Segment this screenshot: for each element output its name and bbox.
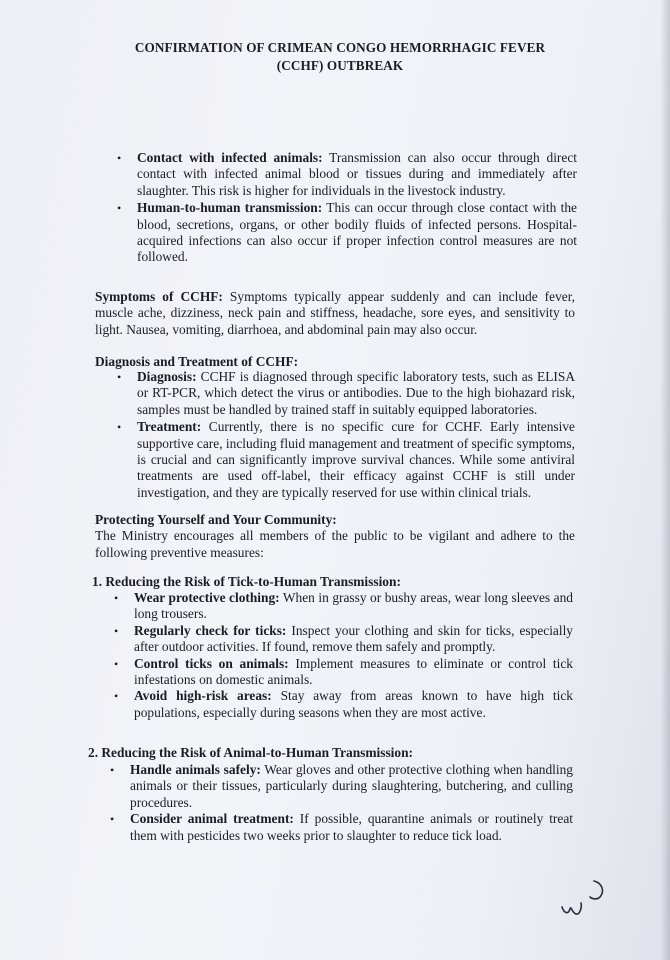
list-item — [117, 369, 575, 418]
animal-heading: 2. Reducing the Risk of Animal-to-Human Transmission: — [88, 745, 414, 760]
title-line-2: (CCHF) OUTBREAK — [276, 58, 404, 73]
bullet: • — [114, 591, 119, 605]
list-item — [114, 622, 573, 656]
item-label: Contact with infected animals: — [137, 150, 323, 165]
item-text: This can occur through close contact with the blood, secretions, organs, or other bodily fluids of infected persons. Hospital-acquired infections can also occur if proper infection control measures are not followed. — [137, 200, 577, 265]
list-item — [117, 200, 577, 266]
list-item — [117, 150, 577, 199]
handwritten-initials-icon — [556, 873, 616, 923]
bullet: • — [117, 420, 122, 435]
protecting-heading: Protecting Yourself and Your Community: — [95, 512, 337, 527]
item-text: Transmission can also occur through direct contact with infected animal blood or tissues during and immediately after slaughter. This risk is higher for individuals in the livestock industry. — [137, 150, 577, 198]
item-text: CCHF is diagnosed through specific laboratory tests, such as ELISA or RT-PCR, which detect the virus or antibodies. Due to the high biohazard risk, samples must be handled by trained staff in suitably equipped laboratories. — [137, 369, 575, 417]
item-label: Human-to-human transmission: — [137, 200, 323, 216]
bullet: • — [114, 656, 119, 671]
bullet: • — [114, 623, 119, 638]
item-text: Wear gloves and other protective clothing when handling animals or their tissues, particularly during slaughtering, butchering, and culling procedures. — [130, 762, 573, 810]
bullet: • — [117, 370, 122, 384]
tick-list — [114, 590, 573, 721]
list-item — [117, 419, 575, 501]
item-label: Regularly check for ticks: — [134, 622, 287, 638]
diagnosis-list — [117, 369, 575, 501]
protecting-text: The Ministry encourages all members of the public to be vigilant and adhere to the following preventive measures: — [95, 528, 575, 560]
item-text: Stay away from areas known to have high tick populations, especially during seasons when they are most active. — [134, 688, 573, 720]
diagnosis-heading: Diagnosis and Treatment of CCHF: — [95, 354, 299, 369]
item-text: When in grassy or bushy areas, wear long sleeves and long trousers. — [134, 590, 573, 622]
item-label: Handle animals safely: — [130, 762, 261, 777]
item-label: Avoid high-risk areas: — [134, 688, 272, 704]
item-label: Control ticks on animals: — [134, 655, 289, 671]
item-label: Treatment: — [137, 419, 202, 435]
list-item — [114, 590, 573, 623]
bullet: • — [117, 201, 122, 216]
item-text: If possible, quarantine animals or routinely treat them with pesticides two weeks prior to slaughter to reduce tick load. — [130, 811, 573, 843]
transmission-section — [117, 150, 577, 266]
item-text: Implement measures to eliminate or control tick infestations on domestic animals. — [134, 655, 573, 688]
item-text: Currently, there is no specific cure for CCHF. Early intensive supportive care, including fluid management and treatment of specific symptoms, is crucial and can significantly improve survival chances. While some antiviral treatments are used off-label, their efficacy against CCHF is still under investigation, and they are typically reserved for use within clinical trials. — [137, 419, 575, 500]
list-item — [110, 762, 573, 811]
document-title — [60, 39, 620, 75]
item-text: Inspect your clothing and skin for ticks, especially after outdoor activities. If found, remove them safely and promptly. — [134, 622, 573, 655]
tick-heading: 1. Reducing the Risk of Tick-to-Human Transmission: — [92, 574, 401, 589]
symptoms-label: Symptoms of CCHF: — [95, 289, 223, 304]
bullet: • — [114, 689, 119, 704]
symptoms-section — [95, 289, 575, 338]
list-item — [114, 655, 573, 689]
item-label: Consider animal treatment: — [130, 811, 294, 827]
animal-list — [110, 762, 573, 844]
title-line-1: CONFIRMATION OF CRIMEAN CONGO HEMORRHAGIC FEVER — [134, 40, 546, 55]
protecting-section — [95, 512, 575, 561]
list-item — [110, 811, 573, 844]
list-item — [114, 688, 573, 721]
bullet: • — [110, 763, 115, 777]
bullet: • — [117, 151, 122, 165]
bullet: • — [110, 812, 115, 827]
symptoms-text: Symptoms typically appear suddenly and can include fever, muscle ache, dizziness, neck pain and stiffness, headache, sore eyes, and sensitivity to light. Nausea, vomiting, diarrhoea, and abdominal pain may also occur. — [95, 289, 575, 337]
item-label: Wear protective clothing: — [134, 590, 280, 605]
item-label: Diagnosis: — [137, 369, 197, 384]
